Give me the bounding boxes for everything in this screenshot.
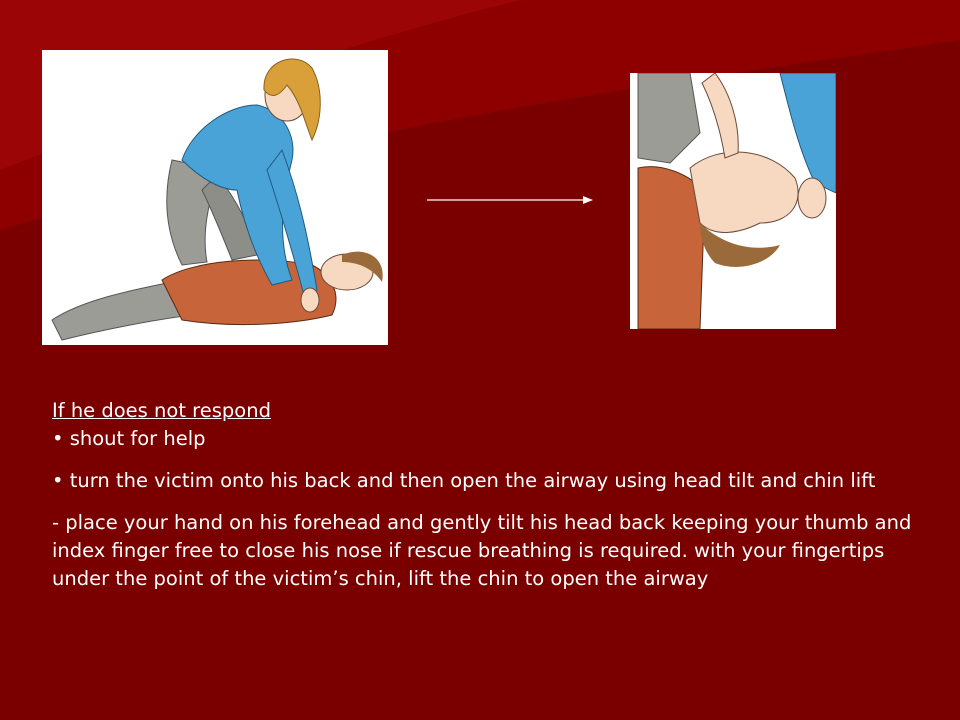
head-tilt-chin-lift-illustration [630, 73, 836, 329]
bullet-shout-for-help: • shout for help [52, 427, 206, 450]
bullet-turn-victim: • turn the victim onto his back and then open the airway using head tilt and chin lift [52, 469, 876, 492]
head-tilt-instruction: - place your hand on his forehead and gently tilt his head back keeping your thumb and index finger free to close his nose if rescue breathing is required. with your fingertips under the point of the victim’s chin, lift the chin to open the airway [52, 511, 912, 590]
instruction-text-block [52, 397, 932, 593]
heading: If he does not respond [52, 399, 271, 422]
rescuer-turning-victim-illustration [42, 50, 388, 345]
arrow-icon [427, 192, 597, 208]
